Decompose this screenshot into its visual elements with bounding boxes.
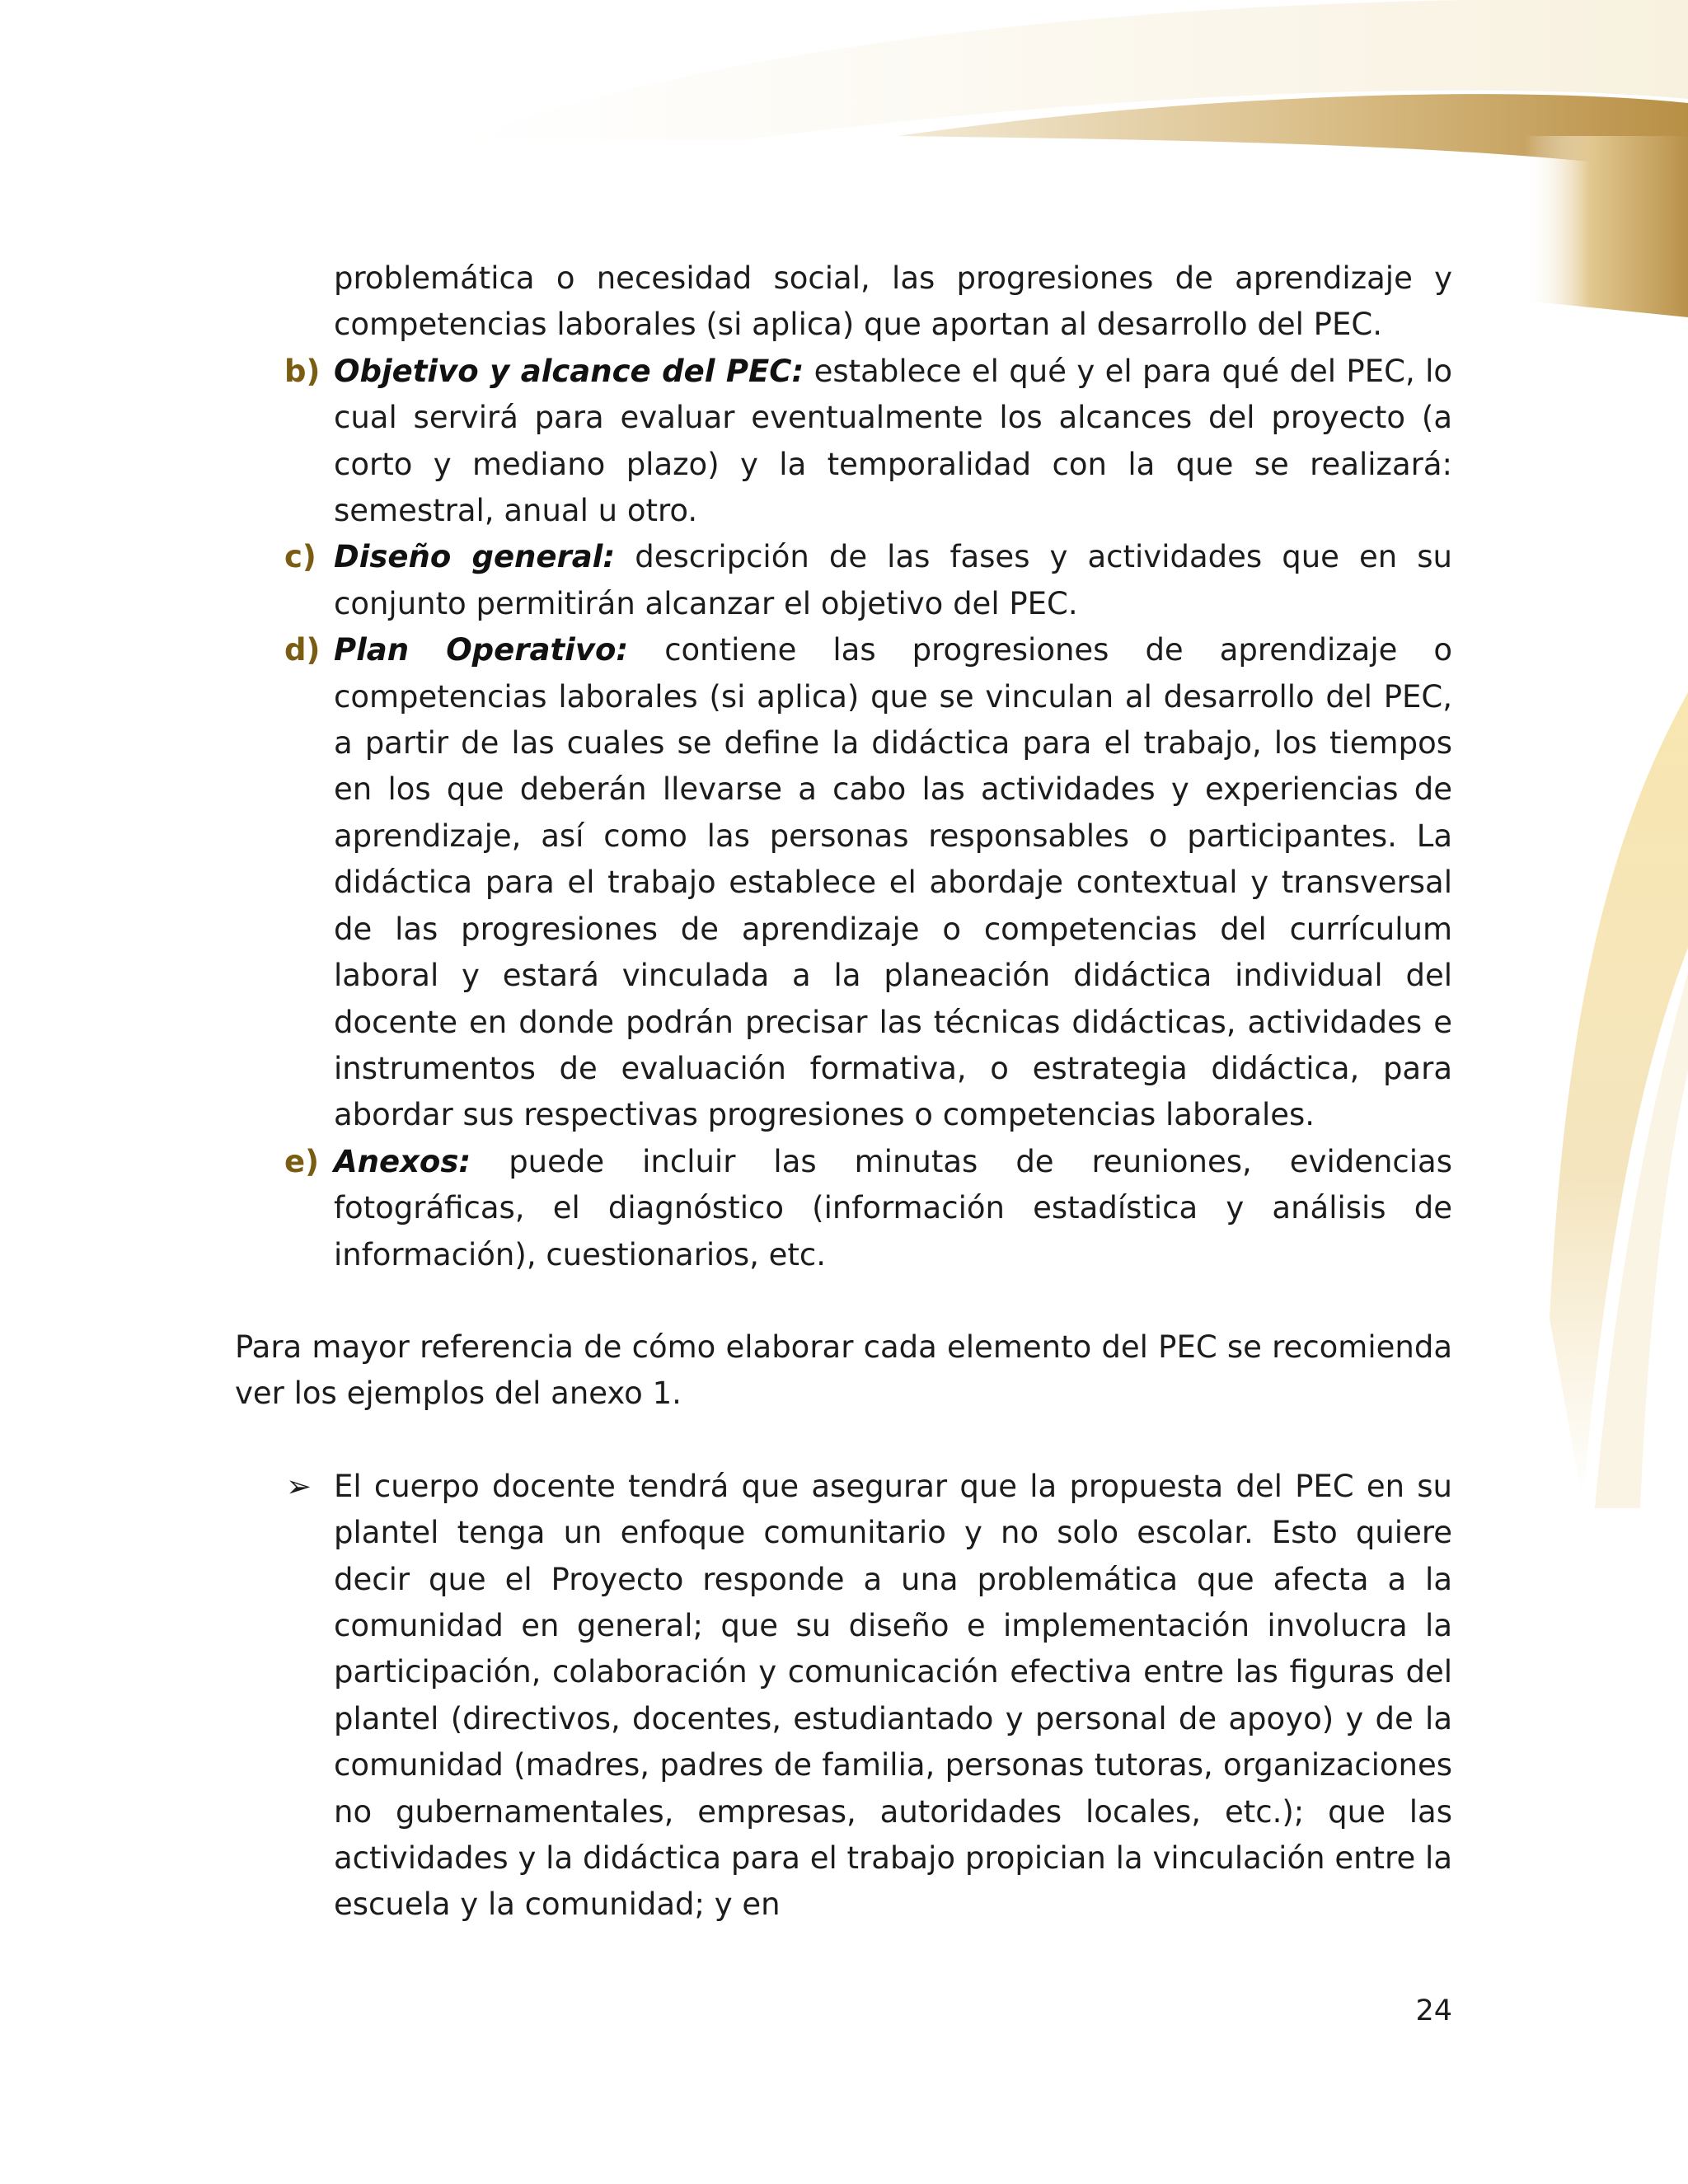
list-marker: c) bbox=[284, 539, 316, 575]
list-item-annexes bbox=[235, 1139, 1452, 1278]
list-item-text: contiene las progresiones de aprendizaje o competencias laborales (si aplica) que se vinculan al desarrollo del PEC, a partir de las cuales se define la didáctica para el trabajo, los tiempos en los que deberán llevarse a cabo las actividades y experiencias de aprendizaje, así como las personas responsables o participantes. La didáctica para el trabajo establece el abordaje contextual y transversal de las progresiones de aprendizaje o competencias del currículum laboral y estará vinculada a la planeación didáctica individual del docente en donde podrán precisar las técnicas didácticas, actividades e instrumentos de evaluación formativa, o estrategia didáctica, para abordar sus respectivas progresiones o competencias laborales. bbox=[334, 632, 1452, 1133]
list-item-text: problemática o necesidad social, las progresiones de aprendizaje y competencias laborales (si aplica) que aportan al desarrollo del PEC. bbox=[334, 260, 1452, 343]
page-body bbox=[235, 255, 1452, 1929]
list-term: Plan Operativo: bbox=[334, 632, 629, 668]
list-item-continuation bbox=[235, 255, 1452, 349]
list-marker: e) bbox=[284, 1143, 320, 1179]
list-marker: b) bbox=[284, 353, 321, 389]
list-item-operative-plan bbox=[235, 627, 1452, 1138]
list-item-design bbox=[235, 534, 1452, 627]
list-item-objective bbox=[235, 349, 1452, 535]
list-term: Diseño general: bbox=[334, 539, 616, 575]
list-term: Objetivo y alcance del PEC: bbox=[334, 353, 804, 389]
reference-paragraph: Para mayor referencia de cómo elaborar cada elemento del PEC se recomienda ver los ejemplos del anexo 1. bbox=[235, 1329, 1452, 1412]
bullet-text: El cuerpo docente tendrá que asegurar que la propuesta del PEC en su plantel tenga un enfoque comunitario y no solo escolar. Esto quiere decir que el Proyecto responde a una problemática que afecta a la comunidad en general; que su diseño e implementación involucra la participación, colaboración y comunicación efectiva entre las figuras del plantel (directivos, docentes, estudiantado y personal de apoyo) y de la comunidad (madres, padres de familia, personas tutoras, organizaciones no gubernamentales, empresas, autoridades locales, etc.); que las actividades y la didáctica para el trabajo propician la vinculación entre la escuela y la comunidad; y en bbox=[334, 1468, 1452, 1923]
list-item-text: descripción de las fases y actividades que en su conjunto permitirán alcanzar el objetivo del PEC. bbox=[334, 539, 1452, 621]
arrow-bullet-icon: ➢ bbox=[286, 1468, 312, 1504]
bullet-item bbox=[235, 1464, 1452, 1929]
right-edge-band bbox=[1525, 136, 1688, 317]
list-marker: d) bbox=[284, 632, 321, 668]
page-number: 24 bbox=[1415, 1994, 1452, 2027]
list-item-text: puede incluir las minutas de reuniones, evidencias fotográficas, el diagnóstico (información estadística y análisis de información), cuestionarios, etc. bbox=[334, 1143, 1452, 1272]
list-term: Anexos: bbox=[334, 1143, 471, 1179]
list-item-text: establece el qué y el para qué del PEC, lo cual servirá para evaluar eventualmente los alcances del proyecto (a corto y mediano plazo) y la temporalidad con la que se realizará: semestral, anual u otro. bbox=[334, 353, 1452, 529]
